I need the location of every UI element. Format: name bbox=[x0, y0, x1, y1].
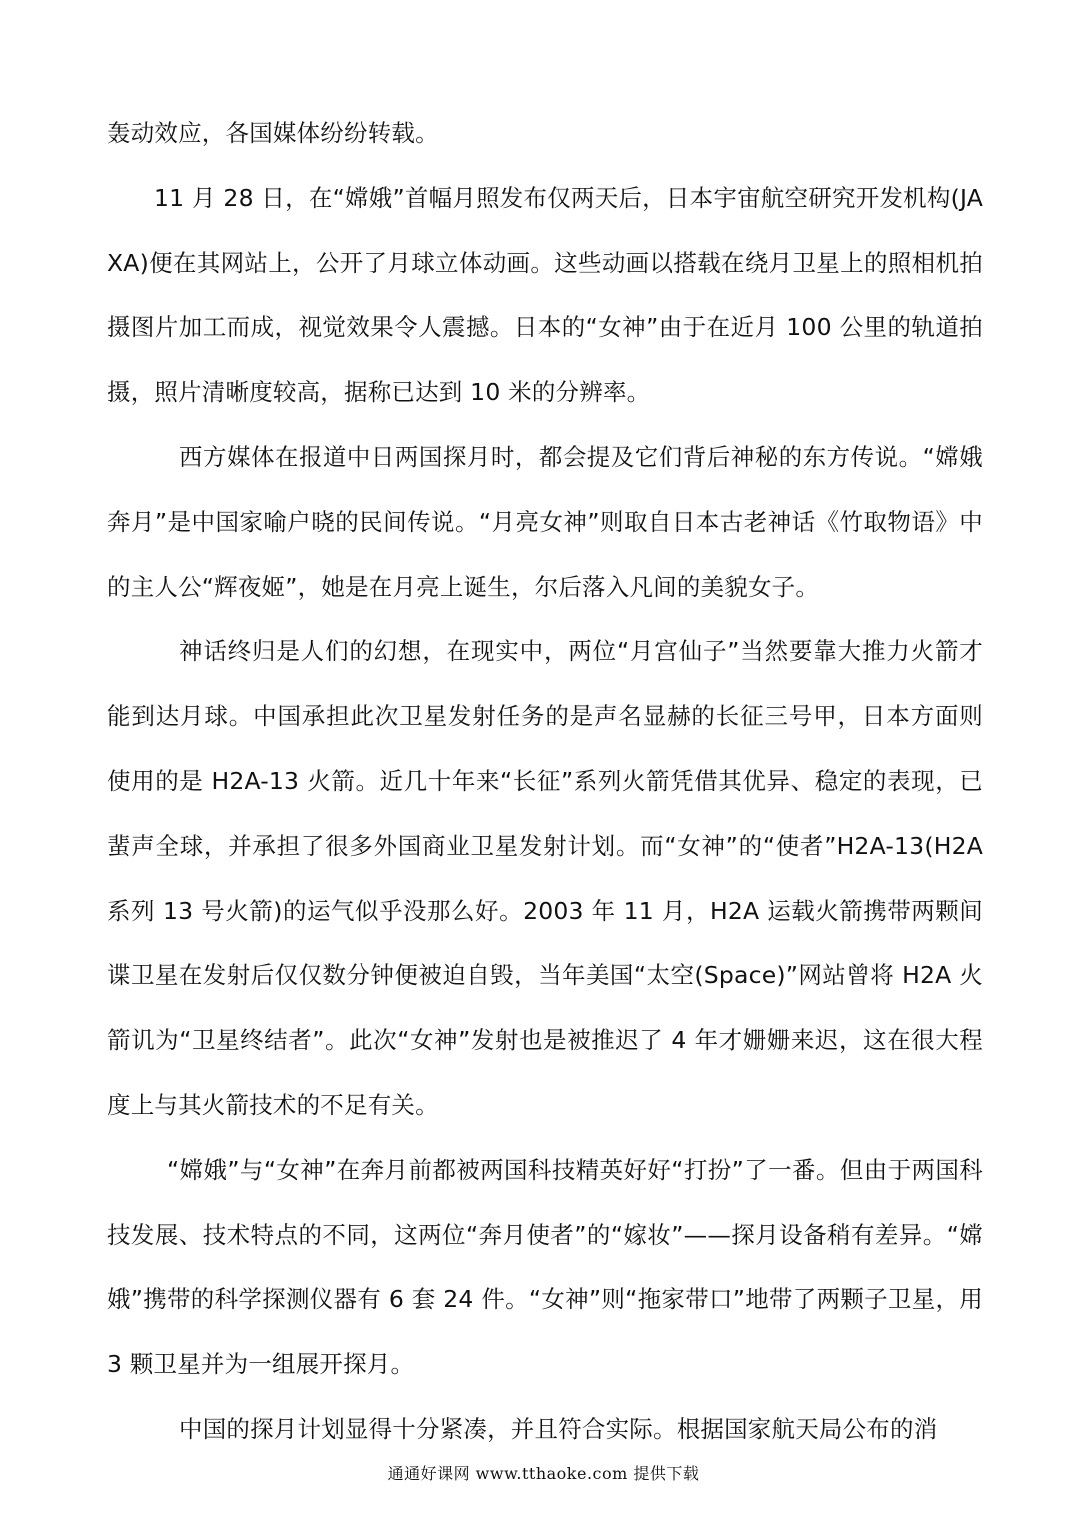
paragraph-5: “嫦娥”与“女神”在奔月前都被两国科技精英好好“打扮”了一番。但由于两国科技发展、技术特点的不同，这两位“奔月使者”的“嫁妆”——探月设备稍有差异。“嫦娥”携带的科学探测仪器有 6 套 24 件。“女神”则“拖家带口”地带了两颗子卫星，用 3 颗卫星并为一组展开探月。 bbox=[107, 1155, 983, 1379]
article-body bbox=[107, 101, 983, 1462]
paragraph-3: 西方媒体在报道中日两国探月时，都会提及它们背后神秘的东方传说。“嫦娥奔月”是中国家喻户晓的民间传说。“月亮女神”则取自日本古老神话《竹取物语》中的主人公“辉夜姬”，她是在月亮上诞生，尔后落入凡间的美貌女子。 bbox=[107, 442, 983, 601]
paragraph-1: 轰动效应，各国媒体纷纷转载。 bbox=[107, 119, 439, 147]
paragraph-4: 神话终归是人们的幻想，在现实中，两位“月宫仙子”当然要靠大推力火箭才能到达月球。中国承担此次卫星发射任务的是声名显赫的长征三号甲，日本方面则使用的是 H2A-13 火箭。近几十年来“长征”系列火箭凭借其优异、稳定的表现，已蜚声全球，并承担了很多外国商业卫星发射计划。而“女神”的“使者”H2A-13(H2A 系列 13 号火箭)的运气似乎没那么好。2003 年 11 月，H2A 运载火箭携带两颗间谍卫星在发射后仅仅数分钟便被迫自毁，当年美国“太空(Space)”网站曾将 H2A 火箭讥为“卫星终结者”。此次“女神”发射也是被推迟了 4 年才姗姗来迟，这在很大程度上与其火箭技术的不足有关。 bbox=[107, 637, 983, 1119]
page-footer: 通通好课网 www.tthaoke.com 提供下载 bbox=[387, 1464, 700, 1483]
paragraph-2: 11 月 28 日，在“嫦娥”首幅月照发布仅两天后，日本宇宙航空研究开发机构(JAXA)便在其网站上，公开了月球立体动画。这些动画以搭载在绕月卫星上的照相机拍摄图片加工而成，视觉效果令人震撼。日本的“女神”由于在近月 100 公里的轨道拍摄，照片清晰度较高，据称已达到 10 米的分辨率。 bbox=[107, 183, 983, 407]
paragraph-6: 中国的探月计划显得十分紧凑，并且符合实际。根据国家航天局公布的消 bbox=[179, 1414, 938, 1443]
